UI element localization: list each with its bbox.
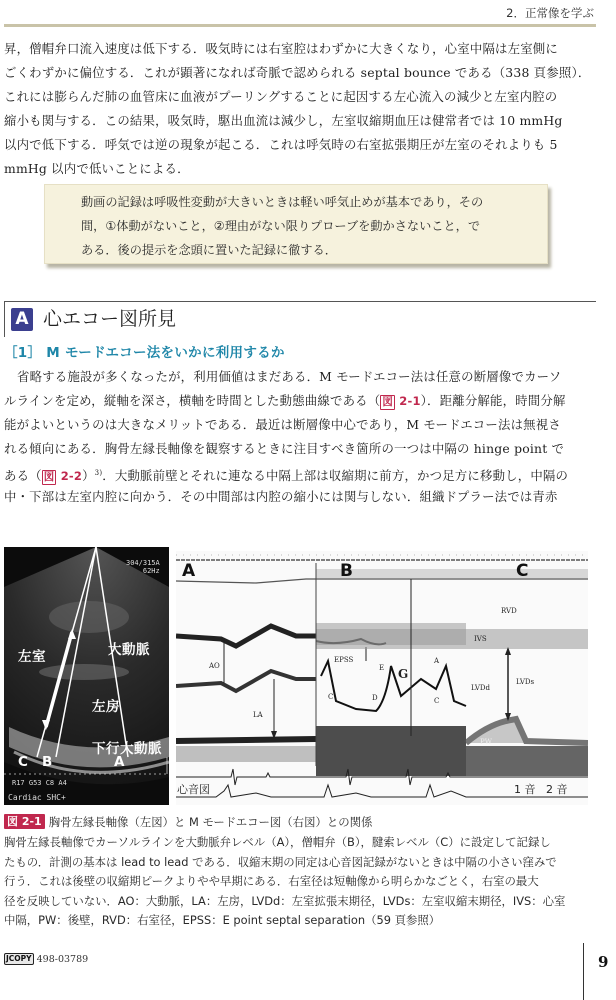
caption-line: 胸骨左縁長軸像でカーソルラインを大動脈弁レベル（A），僧帽弁（B），腱索レベル（C）に設定して記録し <box>4 835 551 849</box>
text-line: 省略する施設が多くなったが，利用価値はまだある．M モードエコー法は任意の断層像でカーソ <box>17 369 562 384</box>
footer-copyright <box>4 953 88 965</box>
caption-line: 行う．これは後壁の収縮期ピークよりやや早期にある．右室径は短軸像から明らかなごとく，右室の最大 <box>4 874 539 888</box>
label-la: LA <box>253 711 263 719</box>
section-title: 心エコー図所見 <box>43 308 177 330</box>
section-heading <box>4 301 596 337</box>
book-code: 498-03789 <box>36 954 89 965</box>
text-line: れる傾向にある．胸骨左縁長軸像を観察するときに注目すべき箇所の一つは中隔の hinge point で <box>4 441 565 456</box>
label-g: G <box>398 667 409 681</box>
page-number-divider <box>583 943 584 1000</box>
figure-reference-link[interactable] <box>380 394 420 408</box>
label-d-point: D <box>372 694 378 702</box>
running-head <box>4 0 596 27</box>
figure-number: 2-1 <box>395 394 421 408</box>
echo-sector-graphic <box>4 547 169 805</box>
caption-line: 中隔，PW：後壁，RVD：右室径，EPSS：E point septal separation（59 頁参照） <box>4 913 441 927</box>
note-line: ある．後の提示を念頭に置いた記録に徹する． <box>81 243 337 257</box>
caption-title-row <box>4 811 600 833</box>
label-ao: AO <box>209 662 220 670</box>
label-epss: EPSS <box>334 656 354 664</box>
caption-title: 胸骨左縁長軸像（左図）と M モードエコー図（右図）との関係 <box>48 815 373 829</box>
label-left-atrium: 左房 <box>92 699 120 715</box>
text-line: これには膨らんだ肺の血管床に血液がプーリングすることに起因する左心流入の減少と左室内腔の <box>4 89 558 104</box>
text-line: 能がよいというのは大きなメリットである．最近は断層像中心であり，M モードエコー法は無視さ <box>4 417 561 432</box>
label-c-point: C <box>328 693 334 701</box>
label-cursor-c: C <box>18 754 29 770</box>
text-span: ルラインを定め，縦軸を深さ，横軸を時間とした動態曲線である（ <box>4 393 381 408</box>
figure-icon: 図 <box>43 471 55 484</box>
note-box <box>44 184 548 264</box>
text-line: ある（ 図 2-2）$^{3)}$．大動脈前壁とそれに連なる中隔上部は収縮期に前方，かつ足方に移動し，中隔の <box>4 468 569 484</box>
label-cursor-b: B <box>42 754 53 770</box>
echo-long-axis-image <box>4 547 169 805</box>
section-badge: A <box>11 308 33 331</box>
echo-frame-info: 304/315A 62Hz <box>126 559 160 575</box>
label-rvd: RVD <box>501 607 517 615</box>
caption-body <box>4 833 600 931</box>
text-line: mmHg 以内で低いことによる． <box>4 161 190 176</box>
label-ivs: IVS <box>474 635 487 643</box>
page-number: 9 <box>598 953 609 971</box>
caption-line: たもの．計測の基本は lead to lead である．収縮末期の同定は心音図記録がないときは中隔の小さい窪みで <box>4 854 557 869</box>
text-line: 以内で低下する．呼気では逆の現象が起こる．これは呼気時の右室拡張期圧が左室のそれよりも 5 <box>4 137 558 152</box>
text-line: 縮小も関与する．この結果，吸気時，駆出血流は減少し，左室収縮期血圧は健常者では 10 mmHg <box>4 113 563 128</box>
figure-number: 2-2 <box>56 469 83 484</box>
citation-superscript[interactable]: 3) <box>94 469 103 477</box>
label-e-point: E <box>379 664 385 672</box>
panel-label-b: B <box>340 561 353 581</box>
label-pw: PW <box>480 738 492 746</box>
text-line: 昇，僧帽弁口流入速度は低下する．吸気時には右室腔はわずかに大きくなり，心室中隔は左室側に <box>4 41 558 56</box>
chapter-title: 2．正常像を学ぶ <box>506 6 594 20</box>
label-descending-aorta: 下行大動脈 <box>92 741 162 757</box>
label-aorta: 大動脈 <box>108 642 150 658</box>
note-line: 動画の記録は呼吸性変動が大きいときは軽い呼気止めが基本であり，その <box>81 195 484 209</box>
echo-preset: Cardiac SHC+ <box>8 793 66 802</box>
jcopy-logo: JCOPY <box>6 954 32 963</box>
figure-badge: 図 2-1 <box>4 814 45 829</box>
paragraph-2 <box>4 365 596 509</box>
figure-icon: 図 <box>382 396 394 408</box>
paragraph-1 <box>4 37 596 181</box>
label-lvdd: LVDd <box>471 684 490 692</box>
text-span: ．大動脈前壁とそれに連なる中隔上部は収縮期に前方，かつ足方に移動し，中隔の <box>102 468 569 484</box>
label-c-point-2: C <box>434 697 440 705</box>
text-line: 中・下部は左室内腔に向かう．その中間部は内腔の縮小には関与しない．組織ドプラー法では青赤 <box>4 489 558 504</box>
label-left-ventricle: 左室 <box>18 649 46 665</box>
label-second-sound: 2 音 <box>546 783 568 796</box>
figure-caption <box>4 811 600 931</box>
label-a-point: A <box>434 657 440 665</box>
text-line: ごくわずかに偏位する．これが顕著になれば奇脈で認められる septal bounce である（338 頁参照）． <box>4 65 591 80</box>
figure-reference-link[interactable] <box>42 469 82 483</box>
text-span: ）．距離分解能，時間分解 <box>420 393 566 408</box>
echo-settings: R17 G53 C8 A4 <box>12 779 67 787</box>
text-line <box>4 389 596 413</box>
text-span: ある（ <box>4 468 42 484</box>
m-mode-echo-image <box>176 551 588 805</box>
label-first-sound: 1 音 <box>514 783 536 796</box>
label-lvds: LVDs <box>516 678 535 686</box>
panel-label-c: C <box>516 561 529 581</box>
figure-2-1 <box>0 545 616 807</box>
panel-label-a: A <box>182 561 196 581</box>
label-cursor-a: A <box>114 754 125 770</box>
subsection-title: ［1］ M モードエコー法をいかに利用するか <box>4 345 285 361</box>
caption-line: 径を反映していない．AO：大動脈，LA：左房，LVDd：左室拡張末期径，LVDs：左室収縮末期径，IVS：心室 <box>4 893 566 908</box>
label-phonocardiogram: 心音図 <box>177 783 210 796</box>
note-line: 間，①体動がないこと，②理由がない限りプローブを動かさないこと，で <box>81 219 481 233</box>
